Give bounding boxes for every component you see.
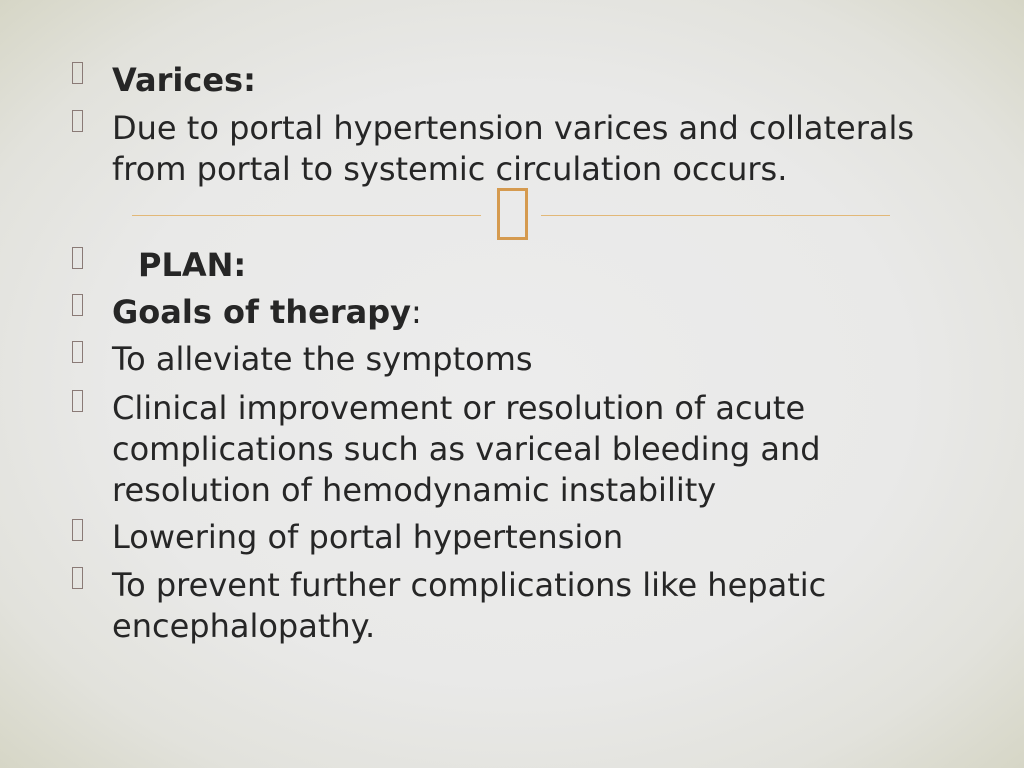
bullet-text: To prevent further complications like hepatic encephalopathy. [112,566,827,645]
square-bullet-icon [72,567,83,589]
bullet-text: Lowering of portal hypertension [112,518,624,556]
square-bullet-icon [72,110,83,132]
bullet-prevent-complications [112,565,972,647]
bullet-text: Clinical improvement or resolution of acute complications such as variceal bleeding and resolution of hemodynamic instability [112,389,821,509]
bullet-text: To alleviate the symptoms [112,340,533,378]
square-bullet-icon [72,294,83,316]
bullet-text: : [410,293,422,331]
square-bullet-icon [72,62,83,84]
bullet-goals-of-therapy [112,292,972,333]
square-bullet-icon [72,390,83,412]
divider [0,186,1024,242]
rectangle-ornament-icon [497,188,528,240]
bullet-lowering-portal-hypertension [112,517,972,558]
divider-line-left [132,215,481,216]
bullet-text: Due to portal hypertension varices and collaterals from portal to systemic circulation occurs. [112,109,915,188]
bullet-varices [112,60,972,101]
square-bullet-icon [72,341,83,363]
bullet-bold-text: Goals of therapy [112,293,411,331]
bullet-alleviate-symptoms [112,339,972,380]
bullet-plan [138,245,998,286]
bullet-bold-text: Varices: [112,61,256,99]
bullet-bold-text: PLAN: [138,246,247,284]
square-bullet-icon [72,247,83,269]
divider-line-right [541,215,890,216]
bullet-clinical-improvement [112,388,972,511]
bullet-portal-hypertension [112,108,972,190]
square-bullet-icon [72,519,83,541]
